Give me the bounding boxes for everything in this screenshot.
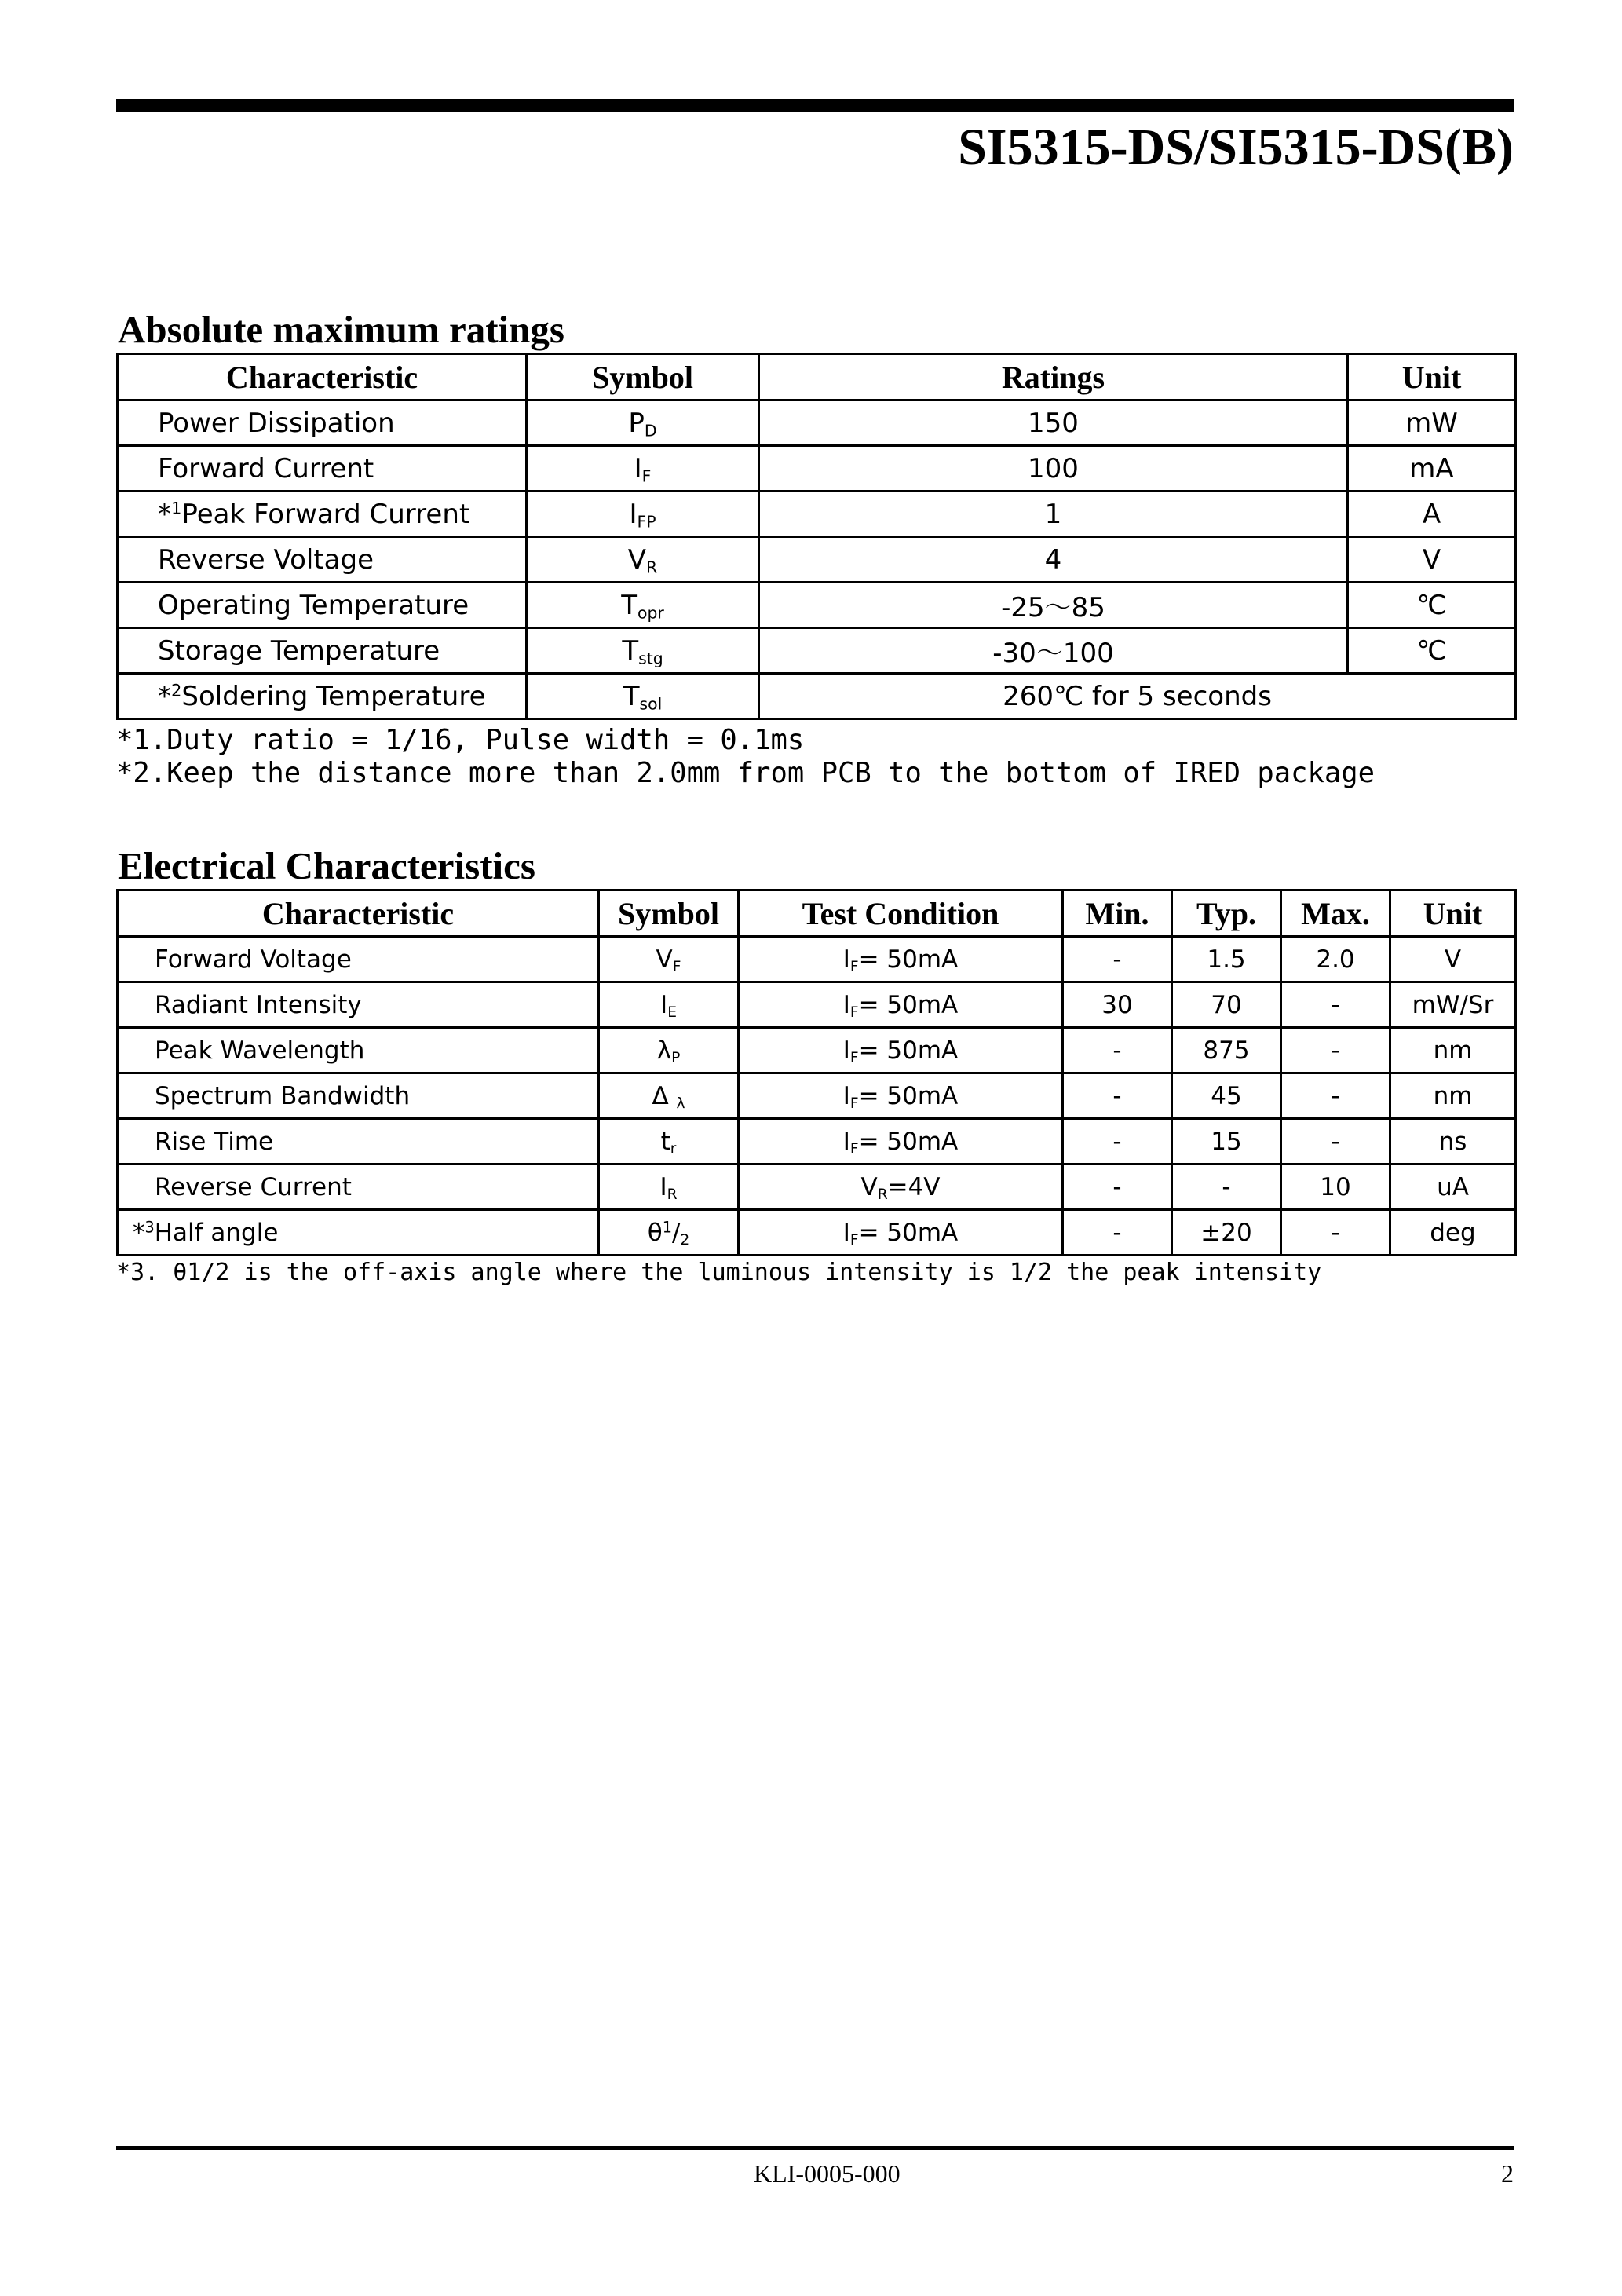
typ-cell: 1.5 (1172, 937, 1281, 982)
column-header: Ratings (759, 354, 1348, 400)
table-row (118, 400, 1516, 446)
symbol-cell: $I_R$ (599, 1164, 739, 1210)
unit-cell: mW (1348, 400, 1516, 446)
max-cell: 2.0 (1281, 937, 1390, 982)
rating-cell: -25～85 (759, 583, 1348, 628)
characteristic-cell: *$^2$Soldering Temperature (118, 674, 527, 719)
characteristic-cell: Operating Temperature (118, 583, 527, 628)
symbol-cell: $\theta^1/_2$ (599, 1210, 739, 1256)
max-cell: - (1281, 1210, 1390, 1256)
test-condition-cell: $I_F= 50mA$ (739, 1028, 1063, 1073)
symbol-cell: $P_D$ (527, 400, 759, 446)
symbol-cell: $I_E$ (599, 982, 739, 1028)
table-row (118, 1073, 1516, 1119)
typ-cell: - (1172, 1164, 1281, 1210)
max-cell: 10 (1281, 1164, 1390, 1210)
table-header-row (118, 890, 1516, 937)
column-header: Characteristic (118, 354, 527, 400)
column-header: Min. (1063, 890, 1172, 937)
characteristic-cell: *$^3$Half angle (118, 1210, 599, 1256)
test-condition-cell: $I_F= 50mA$ (739, 982, 1063, 1028)
test-condition-cell: $I_F= 50mA$ (739, 937, 1063, 982)
unit-cell: V (1390, 937, 1516, 982)
typ-cell: 45 (1172, 1073, 1281, 1119)
unit-cell: A (1348, 492, 1516, 537)
footnote-marker: 1 (171, 497, 182, 517)
absolute-ratings-table (116, 353, 1517, 720)
typ-cell: ±20 (1172, 1210, 1281, 1256)
characteristic-cell: Storage Temperature (118, 628, 527, 674)
table-row (118, 1119, 1516, 1164)
footnote-marker: 3 (144, 1217, 155, 1236)
unit-cell: ℃ (1348, 628, 1516, 674)
table-row (118, 446, 1516, 492)
min-cell: - (1063, 937, 1172, 982)
test-condition-cell: $I_F= 50mA$ (739, 1119, 1063, 1164)
symbol-cell: $T_{sol}$ (527, 674, 759, 719)
table-row (118, 1210, 1516, 1256)
typ-cell: 70 (1172, 982, 1281, 1028)
min-cell: - (1063, 1164, 1172, 1210)
min-cell: - (1063, 1210, 1172, 1256)
table-row (118, 1164, 1516, 1210)
document-code: KLI-0005-000 (754, 2159, 901, 2188)
rating-cell: 1 (759, 492, 1348, 537)
rating-cell: -30～100 (759, 628, 1348, 674)
column-header: Characteristic (118, 890, 599, 937)
rating-cell: 150 (759, 400, 1348, 446)
max-cell: - (1281, 1073, 1390, 1119)
table-row (118, 937, 1516, 982)
unit-cell: mA (1348, 446, 1516, 492)
header-rule (116, 99, 1514, 112)
rating-cell: 260℃ for 5 seconds (759, 674, 1516, 719)
unit-cell: deg (1390, 1210, 1516, 1256)
table-row (118, 537, 1516, 583)
test-condition-cell: $V_R=4V$ (739, 1164, 1063, 1210)
typ-cell: 15 (1172, 1119, 1281, 1164)
symbol-cell: $V_F$ (599, 937, 739, 982)
footnote: *1.Duty ratio = 1/16, Pulse width = 0.1ms (116, 724, 805, 756)
characteristic-cell: Rise Time (118, 1119, 599, 1164)
symbol-cell: $I_F$ (527, 446, 759, 492)
table-header-row (118, 354, 1516, 400)
footnote-marker: 2 (171, 679, 182, 700)
footnote: *2.Keep the distance more than 2.0mm from PCB to the bottom of IRED package (116, 757, 1375, 789)
characteristic-cell: Radiant Intensity (118, 982, 599, 1028)
typ-cell: 875 (1172, 1028, 1281, 1073)
column-header: Test Condition (739, 890, 1063, 937)
min-cell: - (1063, 1073, 1172, 1119)
min-cell: - (1063, 1119, 1172, 1164)
column-header: Symbol (599, 890, 739, 937)
document-title: SI5315-DS/SI5315-DS(B) (958, 119, 1514, 176)
table-row (118, 674, 1516, 719)
max-cell: - (1281, 982, 1390, 1028)
unit-cell: ns (1390, 1119, 1516, 1164)
column-header: Unit (1390, 890, 1516, 937)
test-condition-cell: $I_F= 50mA$ (739, 1210, 1063, 1256)
characteristic-cell: Reverse Current (118, 1164, 599, 1210)
characteristic-cell: Forward Voltage (118, 937, 599, 982)
table-row (118, 583, 1516, 628)
rating-cell: 4 (759, 537, 1348, 583)
test-condition-cell: $I_F= 50mA$ (739, 1073, 1063, 1119)
unit-cell: nm (1390, 1028, 1516, 1073)
characteristic-cell: Spectrum Bandwidth (118, 1073, 599, 1119)
footnote: *3. θ1/2 is the off-axis angle where the luminous intensity is 1/2 the peak intensity (116, 1259, 1322, 1286)
min-cell: 30 (1063, 982, 1172, 1028)
characteristic-cell: Power Dissipation (118, 400, 527, 446)
characteristic-cell: *$^1$Peak Forward Current (118, 492, 527, 537)
symbol-cell: $V_R$ (527, 537, 759, 583)
symbol-cell: $T_{stg}$ (527, 628, 759, 674)
unit-cell: uA (1390, 1164, 1516, 1210)
electrical-heading: Electrical Characteristics (118, 844, 535, 887)
electrical-characteristics-table (116, 889, 1517, 1256)
max-cell: - (1281, 1028, 1390, 1073)
table-row (118, 492, 1516, 537)
column-header: Typ. (1172, 890, 1281, 937)
absolute-ratings-heading: Absolute maximum ratings (118, 308, 564, 351)
footer-rule (116, 2146, 1514, 2150)
symbol-cell: $t_r$ (599, 1119, 739, 1164)
rating-cell: 100 (759, 446, 1348, 492)
max-cell: - (1281, 1119, 1390, 1164)
table-row (118, 982, 1516, 1028)
column-header: Max. (1281, 890, 1390, 937)
characteristic-cell: Peak Wavelength (118, 1028, 599, 1073)
unit-cell: V (1348, 537, 1516, 583)
symbol-cell: $I_{FP}$ (527, 492, 759, 537)
symbol-cell: Δ $_\lambda$ (599, 1073, 739, 1119)
column-header: Symbol (527, 354, 759, 400)
table-row (118, 1028, 1516, 1073)
page-number: 2 (1501, 2159, 1514, 2188)
characteristic-cell: Forward Current (118, 446, 527, 492)
unit-cell: nm (1390, 1073, 1516, 1119)
column-header: Unit (1348, 354, 1516, 400)
table-row (118, 628, 1516, 674)
min-cell: - (1063, 1028, 1172, 1073)
characteristic-cell: Reverse Voltage (118, 537, 527, 583)
unit-cell: ℃ (1348, 583, 1516, 628)
unit-cell: mW/Sr (1390, 982, 1516, 1028)
symbol-cell: $\lambda_P$ (599, 1028, 739, 1073)
symbol-cell: $T_{opr}$ (527, 583, 759, 628)
